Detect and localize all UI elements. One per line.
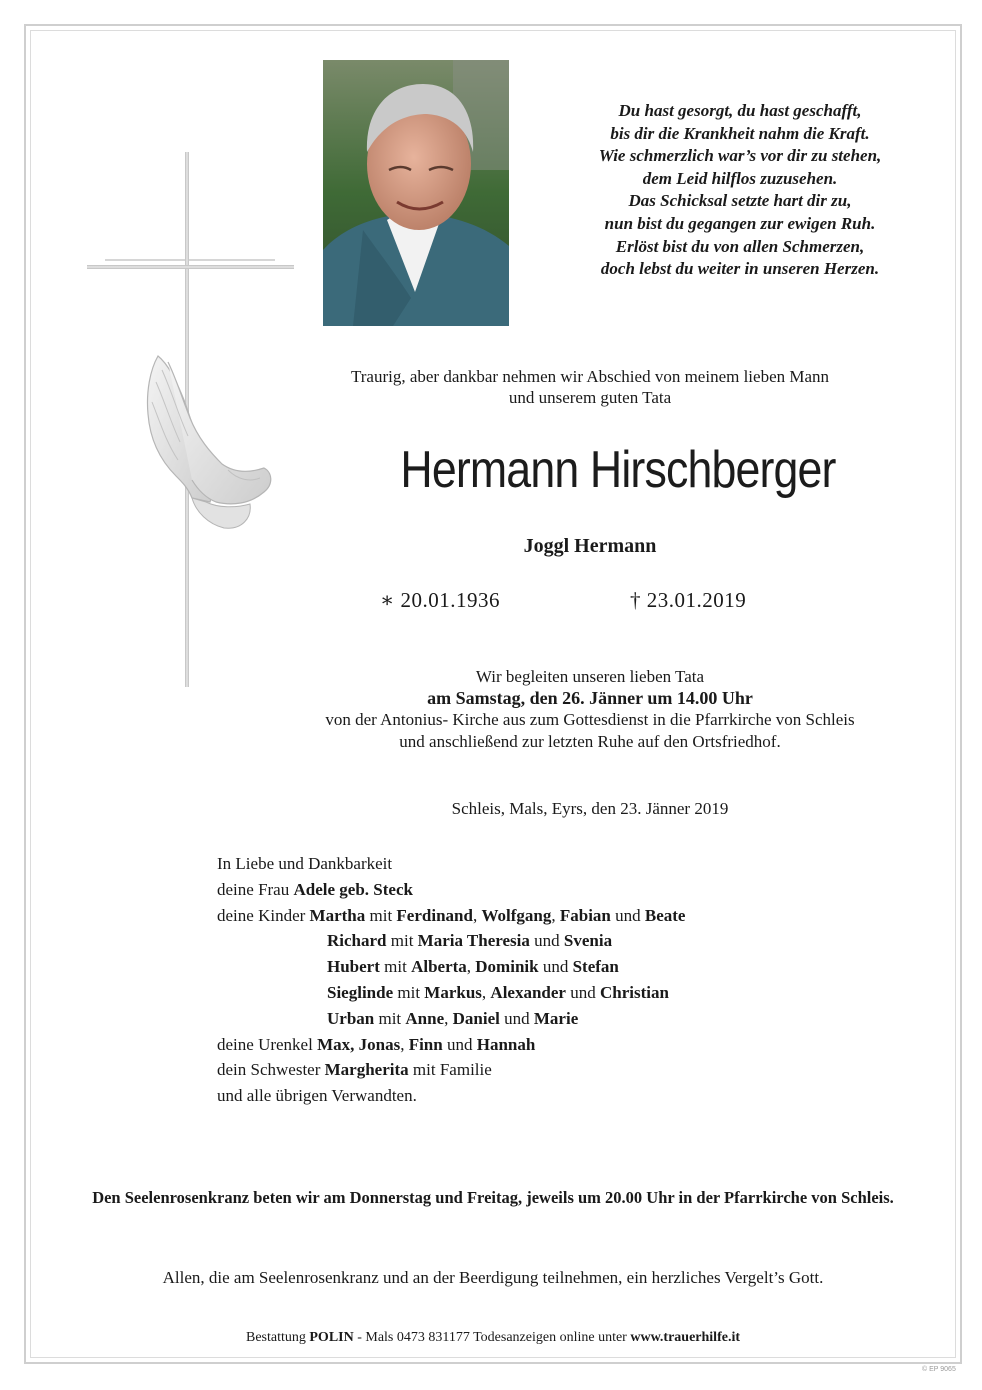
cross-horizontal-bar (87, 265, 294, 269)
family-row: Richard mit Maria Theresia und Svenia (327, 931, 613, 951)
family-row: deine Kinder Martha mit Ferdinand, Wolfgang, Fabian und Beate (217, 905, 686, 925)
poem-line: dem Leid hilflos zuzusehen. (642, 168, 838, 188)
family-row: Hubert mit Alberta, Dominik und Stefan (327, 957, 619, 977)
farewell-intro (200, 366, 980, 408)
poem-line: Wie schmerzlich war’s vor dir zu stehen, (598, 146, 882, 166)
mourners-list (217, 851, 685, 1109)
poem-line: nun bist du gegangen zur ewigen Ruh. (604, 213, 876, 233)
memorial-poem (560, 100, 920, 281)
poem-line: doch lebst du weiter in unseren Herzen. (600, 259, 880, 279)
intro-line: und unserem guten Tata (508, 388, 672, 407)
footer-funeral-home: Bestattung POLIN - Mals 0473 831177 Todesanzeigen online unter www.trauerhilfe.it (245, 1330, 741, 1345)
poem-line: Du hast gesorgt, du hast geschafft, (618, 101, 862, 120)
funeral-line: Wir begleiten unseren lieben Tata (475, 667, 705, 686)
portrait-photo (323, 60, 509, 326)
funeral-datetime: am Samstag, den 26. Jänner um 14.00 Uhr (427, 687, 753, 708)
deceased-nickname: Joggl Hermann (523, 535, 657, 557)
cross-accent-line (105, 259, 275, 261)
print-reference: © EP 9065 (922, 1366, 956, 1373)
family-row: deine Urenkel Max, Jonas, Finn und Hannah (217, 1034, 536, 1054)
family-row: deine Frau Adele geb. Steck (217, 879, 413, 899)
family-row: Urban mit Anne, Daniel und Marie (327, 1008, 579, 1028)
footer-website-link[interactable]: www.trauerhilfe.it (630, 1330, 741, 1345)
deceased-name: Hermann Hirschberger (400, 441, 836, 499)
poem-line: Das Schicksal setzte hart dir zu, (628, 191, 852, 211)
family-row: und alle übrigen Verwandten. (217, 1086, 417, 1106)
family-row: In Liebe und Dankbarkeit (217, 854, 393, 873)
thanks-note: Allen, die am Seelenrosenkranz und an der Beerdigung teilnehmen, ein herzliches Vergelt’s Gott. (162, 1268, 824, 1287)
intro-line: Traurig, aber dankbar nehmen wir Abschied von meinem lieben Mann (350, 367, 830, 386)
poem-line: Erlöst bist du von allen Schmerzen, (615, 236, 865, 256)
birth-date: ∗ 20.01.1936 (380, 588, 501, 612)
rosary-notice: Den Seelenrosenkranz beten wir am Donnerstag und Freitag, jeweils um 20.00 Uhr in der Pfarrkirche von Schleis. (92, 1188, 894, 1207)
funeral-line: von der Antonius- Kirche aus zum Gottesdienst in die Pfarrkirche von Schleis (325, 710, 855, 729)
funeral-line: und anschließend zur letzten Ruhe auf den Ortsfriedhof. (399, 731, 781, 751)
family-row: dein Schwester Margherita mit Familie (217, 1060, 492, 1080)
funeral-details (200, 666, 980, 752)
place-and-date: Schleis, Mals, Eyrs, den 23. Jänner 2019 (451, 799, 729, 818)
poem-line: bis dir die Krankheit nahm die Kraft. (610, 123, 870, 143)
family-row: Sieglinde mit Markus, Alexander und Christian (327, 982, 669, 1002)
death-date: † 23.01.2019 (630, 588, 747, 612)
